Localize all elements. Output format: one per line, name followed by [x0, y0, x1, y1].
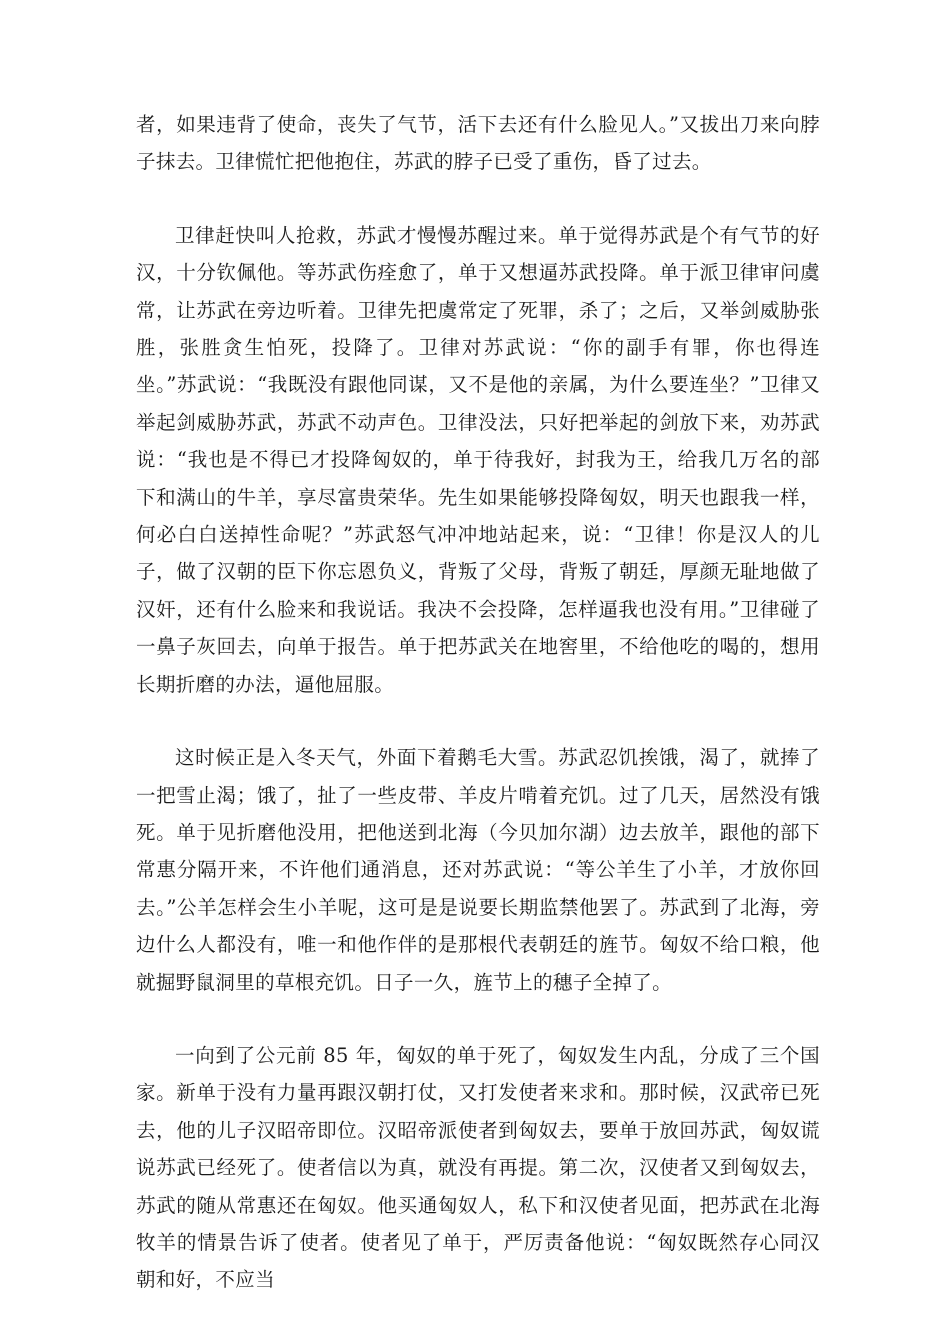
- document-body: [136, 106, 820, 1299]
- paragraph-2: 卫律赶快叫人抢救，苏武才慢慢苏醒过来。单于觉得苏武是个有气节的好汉，十分钦佩他。等苏武伤痊愈了，单于又想逼苏武投降。单于派卫律审问虞常，让苏武在旁边听着。卫律先把虞常定了死罪，杀了；之后，又举剑威胁张胜，张胜贪生怕死，投降了。卫律对苏武说：“你的副手有罪，你也得连坐。”苏武说：“我既没有跟他同谋，又不是他的亲属，为什么要连坐？”卫律又举起剑威胁苏武，苏武不动声色。卫律没法，只好把举起的剑放下来，劝苏武说：“我也是不得已才投降匈奴的，单于待我好，封我为王，给我几万名的部下和满山的牛羊，享尽富贵荣华。先生如果能够投降匈奴，明天也跟我一样，何必白白送掉性命呢？”苏武怒气冲冲地站起来，说：“卫律！你是汉人的儿子，做了汉朝的臣下你忘恩负义，背叛了父母，背叛了朝廷，厚颜无耻地做了汉奸，还有什么脸来和我说话。我决不会投降，怎样逼我也没有用。”卫律碰了一鼻子灰回去，向单于报告。单于把苏武关在地窖里，不给他吃的喝的，想用长期折磨的办法，逼他屈服。: [136, 223, 820, 696]
- paragraph-4: 一向到了公元前 85 年，匈奴的单于死了，匈奴发生内乱，分成了三个国家。新单于没有力量再跟汉朝打仗，又打发使者来求和。那时候，汉武帝已死去，他的儿子汉昭帝即位。汉昭帝派使者到匈奴去，要单于放回苏武，匈奴谎说苏武已经死了。使者信以为真，就没有再提。第二次，汉使者又到匈奴去，苏武的随从常惠还在匈奴。他买通匈奴人，私下和汉使者见面，把苏武在北海牧羊的情景告诉了使者。使者见了单于，严厉责备他说：“匈奴既然存心同汉朝和好，不应当: [136, 1043, 820, 1292]
- paragraph-3: 这时候正是入冬天气，外面下着鹅毛大雪。苏武忍饥挨饿，渴了，就捧了一把雪止渴；饿了，扯了一些皮带、羊皮片啃着充饥。过了几天，居然没有饿死。单于见折磨他没用，把他送到北海（今贝加尔湖）边去放羊，跟他的部下常惠分隔开来，不许他们通消息，还对苏武说：“等公羊生了小羊，才放你回去。”公羊怎样会生小羊呢，这可是是说要长期监禁他罢了。苏武到了北海，旁边什么人都没有，唯一和他作伴的是那根代表朝廷的旌节。匈奴不给口粮，他就掘野鼠洞里的草根充饥。日子一久，旌节上的穗子全掉了。: [136, 746, 820, 994]
- paragraph-1: 者，如果违背了使命，丧失了气节，活下去还有什么脸见人。”又拔出刀来向脖子抹去。卫律慌忙把他抱住，苏武的脖子已受了重伤，昏了过去。: [136, 113, 820, 174]
